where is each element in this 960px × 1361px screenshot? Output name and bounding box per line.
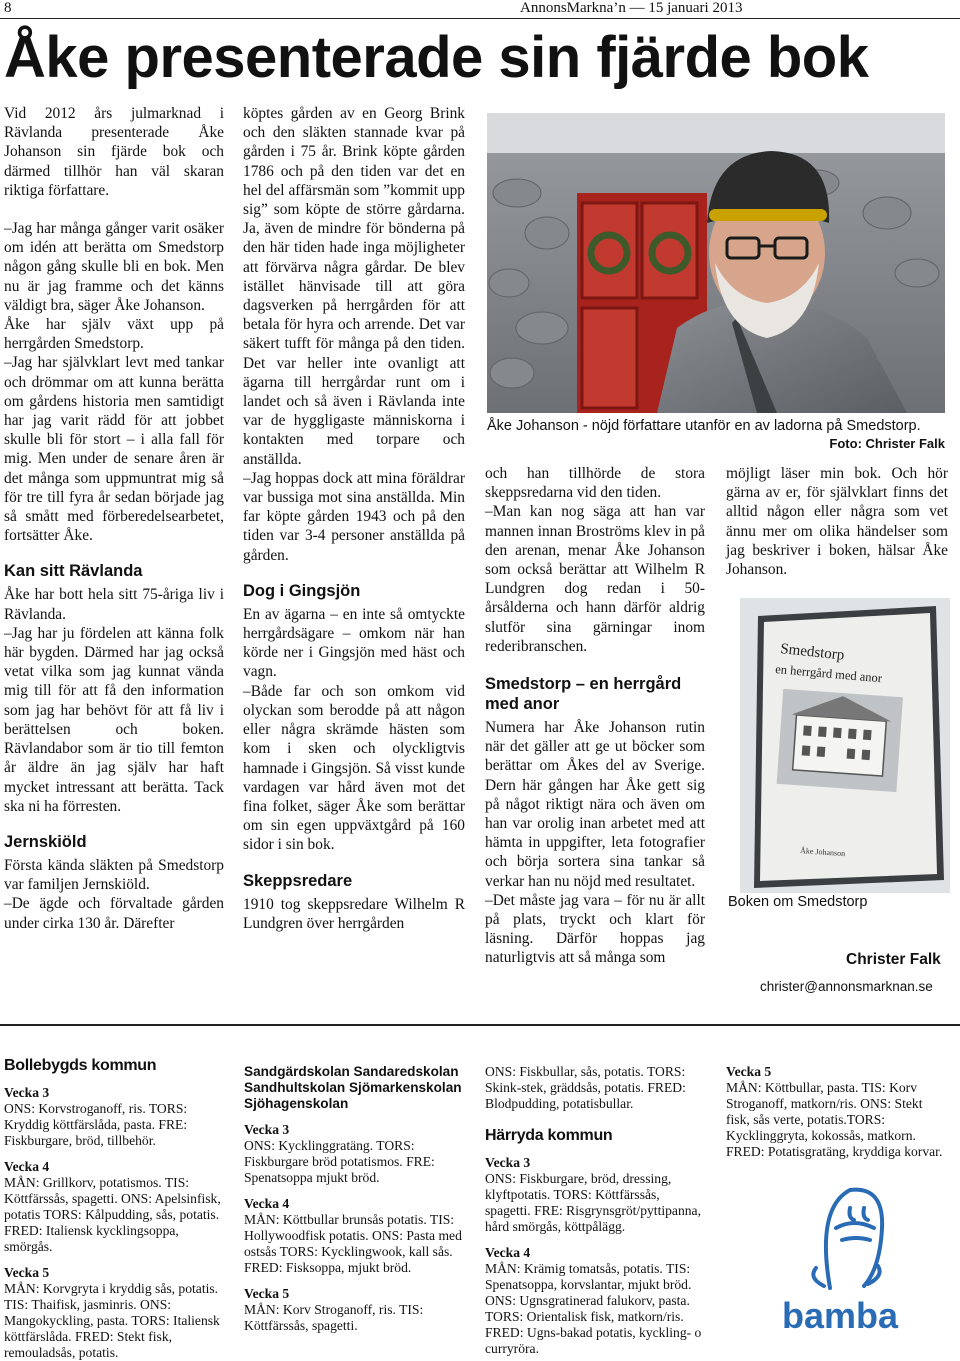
bamba-logo: [764, 1168, 944, 1348]
section-divider: [0, 1024, 960, 1026]
week-menu: ONS: Kycklinggratäng. TORS: Fiskburgare bröd potatismos. FRE: Spenatsoppa mjukt bröd.: [244, 1138, 435, 1185]
week-menu: MÅN: Krämig tomatsås, potatis. TIS: Spenatsoppa, korvslantar, mjukt bröd. ONS: Ugnsgratinerad falukorv, pasta. TORS: Orientalisk fisk, matkorn/ris. FRED: Ugns-bakad potatis, kyckling- o curryröra.: [485, 1261, 702, 1356]
week-menu: MÅN: Korv Stroganoff, ris. TIS: Köttfärssås, spagetti.: [244, 1302, 424, 1333]
week-menu: MÅN: Köttbullar, pasta. TIS: Korv Stroganoff, matkorn/ris. ONS: Stekt fisk, sås verte, potatis.TORS: Kycklinggryta, kokossås, matkorn. FRED: Potatisgratäng, kryddiga korvar.: [726, 1080, 943, 1159]
week-menu: MÅN: Grillkorv, potatismos. TIS: Köttfärssås, spagetti. ONS: Apelsinfisk, potatis TORS: Kålpudding, sås, potatis. FRED: Italiensk kycklingsoppa, smörgås.: [4, 1175, 221, 1254]
photo-credit: Foto: Christer Falk: [829, 436, 945, 451]
bamba-logo-illustration: [764, 1168, 944, 1348]
byline-name: Christer Falk: [846, 951, 941, 968]
author-photo: [487, 113, 945, 413]
week-label: Vecka 5: [244, 1286, 290, 1301]
paragraph: –Man kan nog säga att han var mannen innan Broströms klev in på den arenan, menar Åke Johanson som också berättar att Wilhelm R Lundgren dog redan i 50-årsålderna och hann därför aldrig slutför sina gärningar inom rederibranschen.: [485, 503, 705, 655]
byline-email[interactable]: christer@annonsmarknan.se: [760, 979, 933, 994]
book-cover-title: Smedstorp: [779, 641, 846, 664]
menu-title: Sandgärdskolan Sandaredskolan Sandhultskolan Sjömarkenskolan Sjöhagenskolan: [244, 1064, 462, 1111]
menu-schools: [244, 1064, 466, 1334]
paragraph: –Jag har många gånger varit osäker om idén att berätta om Smedstorp någon gång skulle bli en bok. Men nu är jag framme och det känns väldigt bra, säger Åke Johanson.: [4, 220, 224, 314]
paragraph: Numera har Åke Johanson rutin när det gäller att ge ut böcker som berättar om Åkes del av Sverige. Dern här gången har Åke gett sig på något riktigt nära och även om han var orolig inan arbetet med att hämta in uppgifter, leta fotografier och börja sortera sina tankar så verkar han nu nöjd med resultatet.: [485, 719, 705, 890]
logo-text: bamba: [782, 1295, 899, 1336]
week-label: Vecka 3: [4, 1085, 50, 1100]
article-column-2: [243, 104, 465, 933]
paragraph: –Jag hoppas dock att mina föräldrar var bussiga mot sina anställda. Min far köpte gården 1943 och på den tiden var 3-4 personer anställda på gården.: [243, 469, 465, 564]
paragraph: Åke har själv växt upp på herrgården Smedstorp.: [4, 316, 224, 353]
paragraph: köptes gården av en Georg Brink och den släkten stannade kvar på gården i 75 år. Brink köpte gården 1786 och på den tiden var det en hel del affärsmän som ”kommit upp sig” som köpte de större gårdarna. Ja, även de mindre för bönderna på den här tiden hade inga möjligheter att förvärva några gårdar. De blev istället hänvisade till att göra dagsverken på herrgården för att betala för hyra och arrende. Det var säkert tufft för många på den tiden. Det var heller inte ovanligt att ägarna till herrgårdar runt om i landet och så även i Rävlanda inte var de hyggligaste människorna i kontakten med torpare och anställda.: [243, 105, 465, 468]
week-menu: ONS: Fiskburgare, bröd, dressing, klyftpotatis. TORS: Köttfärssås, spagetti. FRE: Risgrynsgröt/pyttipanna, hård smörgås, köttpålägg.: [485, 1171, 701, 1234]
week-menu: ONS: Korvstroganoff, ris. TORS: Kryddig köttfärslåda, pasta. FRE: Fiskburgare, bröd, tillbehör.: [4, 1101, 188, 1148]
headline: Åke presenterade sin fjärde bok: [4, 25, 869, 90]
week-menu: MÅN: Korvgryta i kryddig sås, potatis. TIS: Thaifisk, jasminris. ONS: Mangokyckling, pasta. TORS: Italiensk köttfärslåda. FRED: Stekt fisk, remouladsås, potatis.: [4, 1281, 220, 1360]
week-label: Vecka 4: [485, 1245, 531, 1260]
paragraph: –Det måste jag vara – för nu är allt på plats, tryckt och klart för läsning. Därför hoppas jag naturligtvis att så många som: [485, 891, 705, 967]
week-label: Vecka 5: [726, 1064, 772, 1079]
paragraph: 1910 tog skeppsredare Wilhelm R Lundgren över herrgården: [243, 895, 465, 932]
paragraph: –Både far och son omkom vid olyckan som berodde på att någon eller några skrämde hästen som kom i sken och olyckligtvis hamnade i Gingsjön. Så visst kunde vardagen var hård även mot det fina folket, säger Åke som berättar om sin egen uppväxtgård på 160 sidor i sin bok.: [243, 682, 465, 854]
subheading: Skeppsredare: [243, 871, 353, 890]
subheading: Dog i Gingsjön: [243, 581, 361, 600]
subheading: Jernskiöld: [4, 832, 87, 851]
week-label: Vecka 3: [244, 1122, 290, 1137]
book-caption: Boken om Smedstorp: [728, 894, 868, 910]
menu-harryda-continued: [726, 1064, 948, 1160]
paragraph: –Jag har ju fördelen att känna folk här bygden. Därmed har jag också vetat vilka som jag kunnat vända mig till för att få den information som jag har behövt för att få liv i berättelsen och boken. Rävlandabor som är tio till femton år äldre än jag själv har haft mycket intressant att berätta. Tack ska ni ha förresten.: [4, 624, 224, 815]
publication-info: AnnonsMarkna’n — 15 januari 2013: [520, 0, 743, 16]
subheading: Smedstorp – en herrgård med anor: [485, 675, 682, 714]
week-menu: ONS: Fiskbullar, sås, potatis. TORS: Skink-stek, gräddsås, potatis. FRED: Blodpudding, potatisbullar.: [485, 1064, 686, 1111]
caption-text: Åke Johanson - nöjd författare utanför en av ladorna på Smedstorp.: [487, 418, 921, 434]
author-photo-illustration: [487, 113, 945, 413]
menu-title: Härryda kommun: [485, 1127, 613, 1144]
week-label: Vecka 4: [244, 1196, 290, 1211]
menu-title: Bollebygds kommun: [4, 1057, 157, 1074]
week-menu: MÅN: Köttbullar brunsås potatis. TIS: Hollywoodfisk potatis. ONS: Pasta med ostsås TORS: Kycklingwook, kall sås. FRED: Fisksoppa, mjukt bröd.: [244, 1212, 462, 1275]
page-number: 8: [4, 0, 12, 16]
week-label: Vecka 5: [4, 1265, 50, 1280]
book-photo: [740, 598, 950, 893]
paragraph: Åke har bott hela sitt 75-åriga liv i Rävlanda.: [4, 586, 224, 623]
article-column-4: [726, 464, 948, 579]
menu-harryda: [485, 1064, 707, 1357]
book-cover-author: Åke Johanson: [799, 846, 846, 859]
photo-caption: [487, 418, 945, 452]
paragraph: –Jag har självklart levt med tankar och drömmar om att kunna berätta om gårdens historia men samtidigt har jag varit rädd för att jobbet skulle bli för stort – i alla fall för mig. Men under de senare åren är det många som uppmuntrat mig så för tre till fyra år sedan började jag så smått med förberedelsearbetet, fortsätter Åke.: [4, 354, 224, 545]
week-label: Vecka 3: [485, 1155, 531, 1170]
paragraph: En av ägarna – en inte så omtyckte herrgårdsägare – omkom när han körde ner i Gingsjön med häst och vagn.: [243, 605, 465, 681]
book-cover-subtitle: en herrgård med anor: [774, 662, 883, 686]
menu-bollebygd: [4, 1056, 226, 1361]
article-column-3: [485, 464, 705, 968]
paragraph: Vid 2012 års julmarknad i Rävlanda presenterade Åke Johanson sin fjärde bok och därmed tillhör han väl skaran riktiga författare.: [4, 105, 224, 199]
subheading: Kan sitt Rävlanda: [4, 562, 143, 581]
paragraph: och han tillhörde de stora skeppsredarna vid den tiden.: [485, 465, 705, 502]
paragraph: Första kända släkten på Smedstorp var familjen Jernskiöld.: [4, 856, 224, 894]
book-cover-illustration: [740, 598, 950, 893]
top-rule: [0, 18, 960, 19]
week-label: Vecka 4: [4, 1159, 50, 1174]
paragraph: möjligt läser min bok. Och hör gärna av er, för självklart finns det alltid någon eller några som vet ännu mer om olika händelser som jag beskriver i boken, hälsar Åke Johanson.: [726, 465, 948, 579]
article-column-1: [4, 104, 224, 933]
paragraph: –De ägde och förvaltade gården under cirka 130 år. Därefter: [4, 895, 224, 932]
